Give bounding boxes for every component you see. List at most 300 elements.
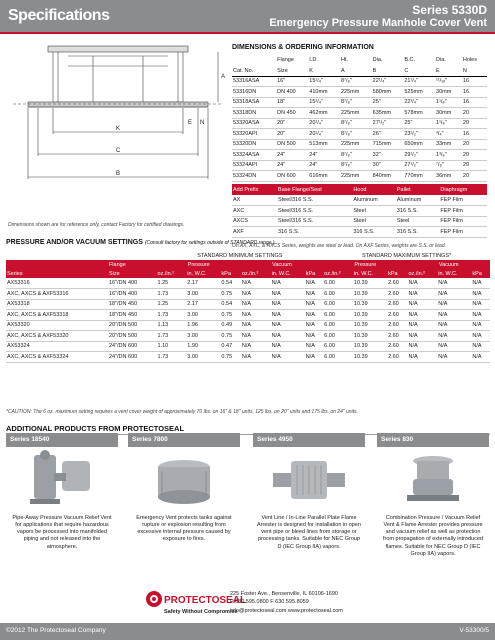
dim-h1-7: Holes (462, 57, 477, 64)
pv-cell: 10.39 (353, 352, 387, 363)
pv-cell: N/A (437, 341, 471, 352)
dim-row (232, 150, 487, 161)
footer-bar (0, 623, 495, 640)
dim-cell: 1¹/₈" (435, 97, 462, 108)
pv-cell: N/A (305, 352, 323, 363)
pv-cell: 1.73 (157, 310, 187, 321)
pv-unit: oz./in.² (323, 269, 353, 278)
dim-h1-1: Flange (277, 57, 294, 64)
pv-caution-note: *CAUTION: The 6 oz. maximum setting requires a vent cover weight of approximately 70 lbs. on 16" & 18" units, 125 lbs. on 20" units and 175 lbs. on 24" units. (6, 409, 359, 415)
fin-cell: Steel (396, 216, 440, 227)
pv-cell: N/A (271, 310, 305, 321)
dim-cell: 25" (372, 97, 404, 108)
pv-cell: AXC, AXCS & AXF53320 (6, 331, 108, 342)
pv-cell: N/A (305, 331, 323, 342)
fin-cell: AXF (232, 227, 277, 238)
pv-cell: N/A (407, 352, 437, 363)
technical-drawing (8, 42, 228, 192)
dim-cell: 36mm (435, 171, 462, 182)
product-card-18540 (6, 433, 118, 579)
fin-h-1: Base Flange/Seat (277, 184, 352, 195)
pv-unit: kPa (305, 269, 323, 278)
pv-cell: N/A (407, 320, 437, 331)
pv-unit: in. W.C. (437, 269, 471, 278)
dim-cell: 53324ASA (232, 150, 276, 161)
pv-cell: N/A (437, 299, 471, 310)
pv-cell: 20"/DN 500 (108, 331, 157, 342)
dim-cell: 27¹/₂" (403, 160, 435, 171)
fin-cell: Steel/316 S.S. (277, 206, 352, 217)
finishes-note: On AX, AXC, & AXCS Series, weights are steel or lead. On AXF Series, weights are S.S. or lead. (232, 243, 446, 249)
product-image-830 (377, 447, 489, 513)
pv-cell: N/A (305, 289, 323, 300)
pv-group-max: STANDARD MAXIMUM SETTINGS* (362, 252, 452, 259)
dimensions-table (232, 55, 487, 182)
dim-label-n: N (200, 120, 205, 126)
pv-cell: N/A (241, 299, 271, 310)
pv-cell: 20"/DN 500 (108, 320, 157, 331)
dim-cell: 30" (372, 160, 404, 171)
pv-max-pressure: Pressure (323, 260, 407, 269)
fin-h-4: Diaphragm (439, 184, 487, 195)
dim-cell: 578mm (403, 108, 435, 119)
pv-cell: 3.00 (186, 289, 220, 300)
dim-h2-2: K (308, 66, 340, 77)
pv-cell: N/A (271, 289, 305, 300)
dim-cell: 53320ASA (232, 118, 276, 129)
dim-cell: 650mm (403, 139, 435, 150)
pv-rows (6, 278, 490, 362)
dim-cell: 16 (462, 129, 487, 140)
dim-row (232, 97, 487, 108)
pv-cell: 6.00 (323, 278, 353, 289)
dim-cell: 53316ASA (232, 76, 276, 87)
dim-row (232, 87, 487, 98)
dim-cell: ¹¹/₁₆" (435, 76, 462, 87)
fin-h-2: Hood (352, 184, 396, 195)
pv-cell: 10.39 (353, 299, 387, 310)
dim-cell: 22³/₄" (403, 97, 435, 108)
pv-cell: N/A (407, 278, 437, 289)
pv-cell: N/A (305, 320, 323, 331)
dim-cell: 30mm (435, 87, 462, 98)
pv-cell: AX53318 (6, 299, 108, 310)
page-title: Specifications (8, 7, 110, 24)
dim-label-e: E (188, 120, 193, 126)
footer-copyright: ©2012 The Protectoseal Company (6, 627, 106, 634)
product-card-7800 (128, 433, 240, 579)
dim-cell: 770mm (403, 171, 435, 182)
pv-cell: AX53320 (6, 320, 108, 331)
dim-cell: 15¹/₄" (308, 76, 340, 87)
dim-cell: 53316DN (232, 87, 276, 98)
dim-cell: 53324DN (232, 171, 276, 182)
dim-h1-3: Ht. (340, 57, 348, 64)
dim-h1-5: B.C. (404, 57, 416, 64)
pv-flange-label: Flange (108, 260, 157, 269)
product-image-4950 (253, 447, 365, 513)
pv-row (6, 278, 490, 289)
pv-heading-sub: (Consult factory for settings outside of STANDARD range.) (144, 240, 275, 246)
pv-group-std: STANDARD MINIMUM SETTINGS (197, 252, 283, 259)
pv-cell: 24"/DN 600 (108, 341, 157, 352)
dim-cell: 20 (462, 139, 487, 150)
dim-cell: 20 (462, 118, 487, 129)
pv-cell: AXC, AXCS & AXF53324 (6, 352, 108, 363)
dim-h2-4: B (372, 66, 404, 77)
dim-h1-6: Dia. (436, 57, 446, 64)
product-description: Combination Pressure / Vacuum Relief Vent & Flame Arrester provides pressure and vacuum relief as well as protection from propagation of externally introduced flames. Suitable for NEC Group D (IEC Group IIA) vapors. (383, 515, 483, 557)
pv-max-vacuum: Vacuum (407, 260, 490, 269)
dim-cell: 1³/₈" (435, 150, 462, 161)
pv-cell: 2.60 (387, 320, 407, 331)
pv-unit: kPa (220, 269, 240, 278)
product-card-830 (377, 433, 489, 579)
fin-row (232, 216, 487, 227)
fin-cell: FEP Film (439, 195, 487, 206)
fin-cell: AXC (232, 206, 277, 217)
dim-cell: 32" (372, 150, 404, 161)
dim-cell: 840mm (372, 171, 404, 182)
dim-cell: 29¹/₂" (403, 150, 435, 161)
fin-cell: FEP Film (439, 216, 487, 227)
dimensions-rows (232, 76, 487, 181)
fin-cell: 316 S.S. (352, 227, 396, 238)
dim-cell: 225mm (340, 139, 372, 150)
dim-row (232, 108, 487, 119)
dim-row (232, 139, 487, 150)
pv-cell: 6.00 (323, 341, 353, 352)
dim-cell: 580mm (372, 87, 404, 98)
pv-cell: 10.39 (353, 331, 387, 342)
pv-cell: 0.47 (220, 341, 240, 352)
dim-cell: 8⁷/₈" (340, 129, 372, 140)
dim-cell: 20" (276, 129, 308, 140)
fin-h-3: Pallet (396, 184, 440, 195)
pv-cell: N/A (471, 278, 490, 289)
pv-cell: N/A (437, 320, 471, 331)
dim-h2-3: A (340, 66, 372, 77)
pv-cell: 3.00 (186, 352, 220, 363)
pv-std-vacuum: Vacuum (241, 260, 323, 269)
pv-cell: 6.00 (323, 331, 353, 342)
series-label: Series 5330D (412, 3, 487, 17)
product-title: Series 4950 (253, 433, 365, 447)
pv-row (6, 299, 490, 310)
pv-cell: N/A (271, 331, 305, 342)
footer-page-number: V-53300/5 (459, 627, 489, 634)
pv-cell: N/A (407, 331, 437, 342)
pv-cell: N/A (471, 289, 490, 300)
dim-label-c: C (116, 148, 121, 154)
dim-h2-0: Cat. No. (232, 66, 276, 77)
pv-cell: 2.17 (186, 278, 220, 289)
fin-cell: Steel/316 S.S. (277, 216, 352, 227)
product-title: Series 830 (377, 433, 489, 447)
pv-cell: N/A (271, 352, 305, 363)
pv-cell: 2.60 (387, 278, 407, 289)
pv-row (6, 320, 490, 331)
pv-unit: kPa (387, 269, 407, 278)
product-image-18540 (6, 447, 118, 513)
pv-unit: in. W.C. (353, 269, 387, 278)
dim-cell: 20¹/₄" (308, 129, 340, 140)
pv-cell: 18"/DN 450 (108, 299, 157, 310)
dim-label-k: K (116, 126, 121, 132)
dim-cell: 15¹/₄" (308, 97, 340, 108)
fin-cell: 316 S.S. (277, 227, 352, 238)
dim-row (232, 118, 487, 129)
dim-h1-2: I.D. (309, 57, 318, 64)
pv-cell: 0.75 (220, 352, 240, 363)
dim-cell: DN 450 (276, 108, 308, 119)
pv-cell: 2.60 (387, 352, 407, 363)
dim-row (232, 160, 487, 171)
pv-cell: AXC, AXCS & AXF53316 (6, 289, 108, 300)
pv-cell: 2.60 (387, 289, 407, 300)
pv-cell: 1.73 (157, 352, 187, 363)
pv-cell: N/A (437, 289, 471, 300)
dim-cell: 24" (308, 150, 340, 161)
finishes-table (232, 184, 487, 238)
dim-h2-1: Size (276, 66, 308, 77)
dim-cell: ³/₄" (435, 129, 462, 140)
dim-cell: 16 (462, 87, 487, 98)
fin-cell: FEP Film (439, 206, 487, 217)
fin-h-0: Add Prefix (232, 184, 277, 195)
pv-cell: 1.73 (157, 289, 187, 300)
fin-row (232, 195, 487, 206)
pv-cell: AX53324 (6, 341, 108, 352)
dim-cell: 53320DN (232, 139, 276, 150)
protectoseal-logo (145, 585, 247, 623)
dim-cell: 26" (372, 129, 404, 140)
pv-table (6, 251, 490, 363)
dimensions-heading: DIMENSIONS & ORDERING INFORMATION (232, 44, 374, 51)
pv-cell: N/A (241, 320, 271, 331)
dim-cell: 53324API (232, 160, 276, 171)
pv-row (6, 310, 490, 321)
dim-row (232, 76, 487, 87)
pv-cell: 18"/DN 450 (108, 310, 157, 321)
contact-block (230, 590, 343, 615)
additional-heading: ADDITIONAL PRODUCTS FROM PROTECTOSEAL (6, 424, 185, 433)
pv-col-size: Size (108, 269, 157, 278)
finishes-rows (232, 195, 487, 237)
pv-col-series: Series (6, 269, 108, 278)
pv-cell: 0.75 (220, 331, 240, 342)
pv-cell: 3.00 (186, 331, 220, 342)
drawing-note: Dimensions shown are for reference only, contact Factory for certified drawings. (8, 222, 185, 228)
dim-row (232, 171, 487, 182)
pv-cell: N/A (407, 341, 437, 352)
pv-cell: 2.60 (387, 310, 407, 321)
dim-cell: 24" (276, 160, 308, 171)
pv-cell: N/A (407, 310, 437, 321)
dim-cell: 513mm (308, 139, 340, 150)
product-description: Vent Line / In-Line Parallel Plate Flame Arrester is designed for installation in open vent pipe or bleed lines from storage or processing tanks. Suitable for NEC Group D (IEC Group IIA) vapors. (257, 515, 361, 550)
dim-cell: 23¹/₂" (403, 129, 435, 140)
pv-cell: N/A (305, 341, 323, 352)
pv-cell: 0.75 (220, 310, 240, 321)
dim-label-a: A (221, 74, 226, 80)
pv-cell: N/A (471, 320, 490, 331)
dim-cell: 16 (462, 76, 487, 87)
pv-cell: N/A (437, 331, 471, 342)
pv-heading (6, 239, 275, 246)
dim-cell: 462mm (308, 108, 340, 119)
dim-cell: 24" (276, 150, 308, 161)
header-bar (0, 0, 495, 32)
fin-cell: AXCS (232, 216, 277, 227)
pv-cell: 24"/DN 600 (108, 352, 157, 363)
dim-cell: 225mm (340, 108, 372, 119)
contact-web[interactable]: info@protectoseal.com www.protectoseal.com (230, 607, 343, 614)
dim-cell: 27¹/₂" (372, 118, 404, 129)
pv-unit: oz./in.² (407, 269, 437, 278)
pv-cell: 2.60 (387, 299, 407, 310)
contact-phone: P 630.595.0800 F 630.595.8059 (230, 599, 309, 606)
dim-cell: 8⁷/₈" (340, 160, 372, 171)
fin-cell: FEP Film (439, 227, 487, 238)
pv-cell: 3.00 (186, 310, 220, 321)
dim-cell: 53320API (232, 129, 276, 140)
dim-cell: 30mm (435, 108, 462, 119)
dim-cell: 53318DN (232, 108, 276, 119)
dim-cell: 8⁷/₈" (340, 97, 372, 108)
dim-cell: 20 (462, 171, 487, 182)
pv-cell: 2.17 (186, 299, 220, 310)
fin-cell: AX (232, 195, 277, 206)
pv-unit: kPa (471, 269, 490, 278)
dim-cell: 525mm (403, 87, 435, 98)
pv-cell: 6.00 (323, 289, 353, 300)
pv-cell: 1.13 (157, 320, 187, 331)
dim-cell: 33mm (435, 139, 462, 150)
pv-cell: AX53316 (6, 278, 108, 289)
dim-cell: 20¹/₄" (308, 118, 340, 129)
fin-cell: Steel/316 S.S. (277, 195, 352, 206)
pv-row (6, 289, 490, 300)
dim-cell: 21¹/₄" (403, 76, 435, 87)
dim-cell: 616mm (308, 171, 340, 182)
header-divider (0, 32, 495, 34)
dim-h2-5: C (403, 66, 435, 77)
dim-cell: 24" (308, 160, 340, 171)
pv-cell: N/A (241, 289, 271, 300)
pv-cell: N/A (437, 352, 471, 363)
pv-cell: N/A (271, 320, 305, 331)
pv-cell: N/A (271, 341, 305, 352)
product-card-4950 (253, 433, 365, 579)
dim-h2-6: E (435, 66, 462, 77)
dim-h1-0 (232, 55, 276, 66)
dim-cell: ⁷/₈" (435, 160, 462, 171)
pv-cell: 10.39 (353, 310, 387, 321)
pv-row (6, 341, 490, 352)
logo-tagline: Safety Without Compromise (164, 609, 238, 615)
fin-cell: Steel (352, 206, 396, 217)
pv-unit: oz./in.² (157, 269, 187, 278)
product-image-7800 (128, 447, 240, 513)
product-subtitle: Emergency Pressure Manhole Cover Vent (269, 17, 487, 29)
fin-cell: Steel (352, 216, 396, 227)
fin-cell: 316 S.S. (396, 206, 440, 217)
product-title: Series 18540 (6, 433, 118, 447)
dim-cell: 53318ASA (232, 97, 276, 108)
dim-cell: 1¹/₈" (435, 118, 462, 129)
pv-row (6, 352, 490, 363)
dim-cell: 20 (462, 150, 487, 161)
dim-cell: 25" (403, 118, 435, 129)
dim-cell: DN 400 (276, 87, 308, 98)
pv-cell: 10.39 (353, 320, 387, 331)
pv-cell: 1.10 (157, 341, 187, 352)
fin-row (232, 206, 487, 217)
dim-cell: 225mm (340, 171, 372, 182)
fin-cell: Aluminum (352, 195, 396, 206)
dim-label-b: B (116, 171, 121, 177)
pv-row (6, 331, 490, 342)
pv-std-pressure: Pressure (157, 260, 241, 269)
pv-cell: 1.73 (157, 331, 187, 342)
pv-cell: N/A (241, 352, 271, 363)
dim-h1-4: Dia. (372, 57, 383, 64)
pv-cell: N/A (407, 299, 437, 310)
pv-cell: AXC, AXCS & AXF53318 (6, 310, 108, 321)
product-description: Pipe-Away Pressure Vacuum Relief Vent for applications that require hazardous vapors be processed into manifolded piping and not released into the atmosphere. (12, 515, 112, 550)
pv-cell: 6.00 (323, 352, 353, 363)
pv-cell: 6.00 (323, 320, 353, 331)
pv-cell: 2.60 (387, 331, 407, 342)
dim-cell: 20 (462, 108, 487, 119)
pv-cell: 0.54 (220, 278, 240, 289)
dim-cell: 20 (462, 160, 487, 171)
dim-cell: 20" (276, 118, 308, 129)
pv-cell: 16"/DN 400 (108, 278, 157, 289)
pv-heading-text: PRESSURE AND/OR VACUUM SETTINGS (6, 239, 143, 246)
pv-cell: 0.49 (220, 320, 240, 331)
pv-cell: N/A (437, 310, 471, 321)
product-title: Series 7800 (128, 433, 240, 447)
pv-cell: 1.96 (186, 320, 220, 331)
pv-cell: N/A (407, 289, 437, 300)
pv-cell: 1.25 (157, 278, 187, 289)
pv-cell: N/A (241, 331, 271, 342)
pv-cell: 1.90 (186, 341, 220, 352)
dim-cell: 8⁷/₈" (340, 150, 372, 161)
pv-cell: N/A (271, 278, 305, 289)
pv-cell: N/A (471, 341, 490, 352)
pv-cell: N/A (241, 341, 271, 352)
pv-cell: N/A (305, 299, 323, 310)
dim-cell: 8⁷/₈" (340, 76, 372, 87)
pv-unit: oz./in.² (241, 269, 271, 278)
pv-unit: in. W.C. (186, 269, 220, 278)
pv-cell: N/A (471, 310, 490, 321)
dim-h2-7: N (462, 66, 487, 77)
pv-cell: N/A (471, 299, 490, 310)
pv-cell: 10.39 (353, 289, 387, 300)
pv-cell: N/A (305, 278, 323, 289)
pv-cell: 16"/DN 400 (108, 289, 157, 300)
pv-cell: 0.54 (220, 299, 240, 310)
dim-cell: 16 (462, 97, 487, 108)
fin-row (232, 227, 487, 238)
pv-cell: N/A (305, 310, 323, 321)
pv-cell: 6.00 (323, 299, 353, 310)
dim-cell: 410mm (308, 87, 340, 98)
